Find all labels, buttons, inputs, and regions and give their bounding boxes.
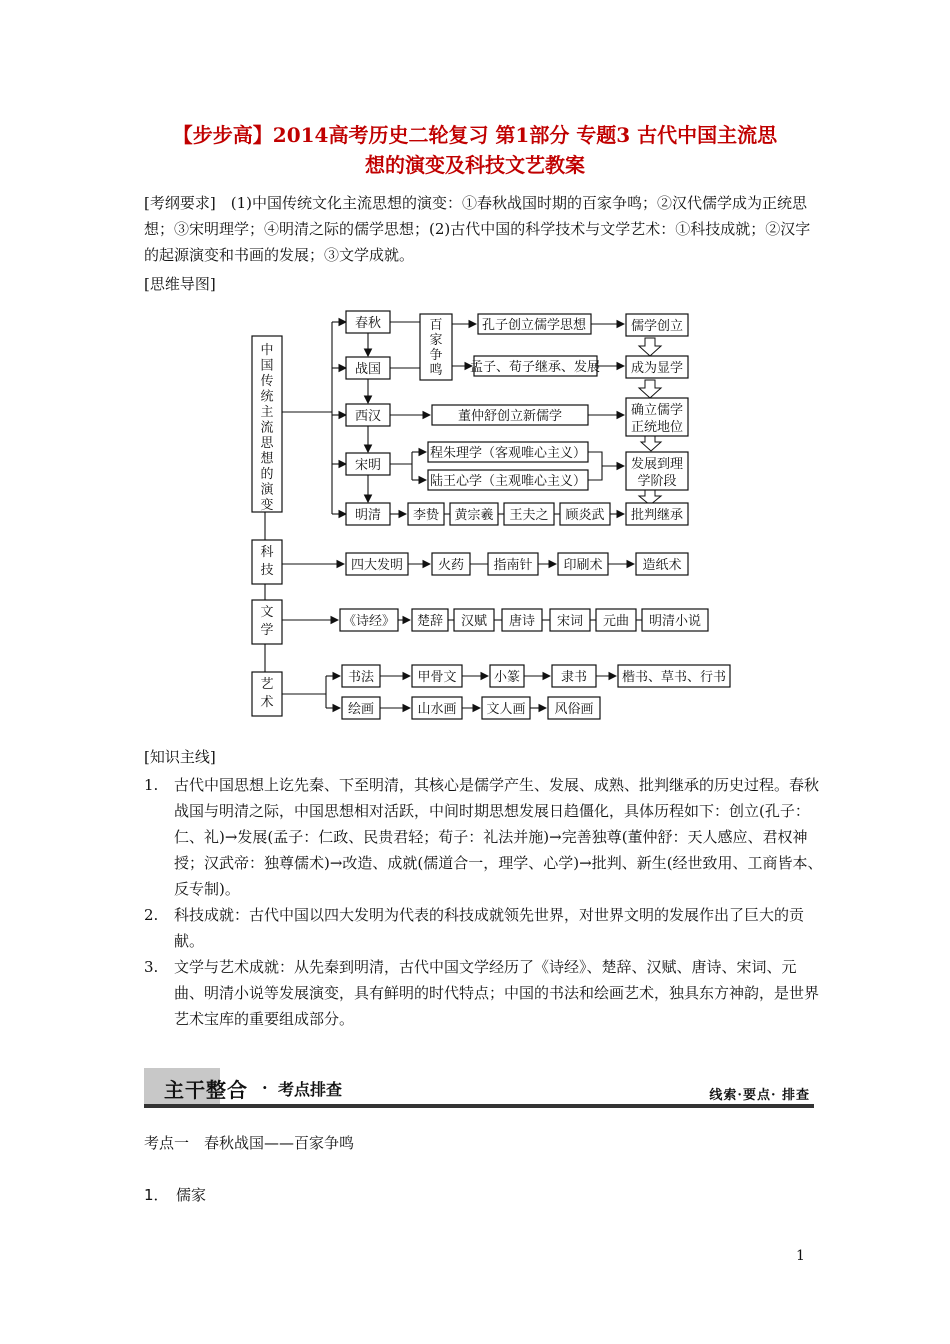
thinker-box [560, 503, 610, 525]
huihua-item [342, 697, 380, 719]
section-banner [144, 1068, 814, 1110]
keji-text: 科技 [260, 545, 274, 578]
huihua-item [548, 697, 600, 719]
stage-box [626, 503, 688, 525]
banner-right-text: 线索·要点· 排查 [709, 1088, 810, 1103]
svg-text:西汉: 西汉 [354, 409, 382, 424]
requirements-paragraph [144, 190, 816, 268]
knowledge-list [144, 772, 824, 1032]
svg-text:孟子、荀子继承、发展: 孟子、荀子继承、发展 [469, 360, 601, 375]
svg-text:黄宗羲: 黄宗羲 [454, 508, 494, 523]
svg-text:楷书、草书、行书: 楷书、草书、行书 [621, 670, 727, 685]
svg-text:批判继承: 批判继承 [630, 508, 684, 523]
wenxue-item [550, 609, 590, 631]
wenxue-item [454, 609, 494, 631]
keji-item [488, 553, 538, 575]
period-mingqing [346, 503, 390, 525]
svg-text:确立儒学正统地位: 确立儒学正统地位 [630, 403, 684, 435]
page-number: 1 [796, 1248, 805, 1264]
svg-text:绘画: 绘画 [347, 702, 375, 717]
svg-text:汉赋: 汉赋 [460, 614, 488, 629]
stage-box [626, 314, 688, 336]
svg-text:四大发明: 四大发明 [350, 558, 404, 573]
dong-box [432, 405, 588, 425]
stage-box [626, 398, 688, 436]
kongzi-box [478, 314, 591, 334]
stage-box [626, 356, 688, 378]
keji-item [636, 553, 688, 575]
list-item: 3. 文学与艺术成就：从先秦到明清，古代中国文学经历了《诗经》、楚辞、汉赋、唐诗、宋词、元曲、明清小说等发展演变，具有鲜明的时代特点；中国的书法和绘画艺术，独具东方神韵，是世界艺术宝库的重要组成部分。 [144, 958, 820, 1028]
shufa-item [412, 665, 462, 687]
huihua-item [412, 697, 462, 719]
keji-item [432, 553, 470, 575]
svg-text:明清小说: 明清小说 [648, 614, 702, 629]
huihua-item [482, 697, 530, 719]
svg-text:甲骨文: 甲骨文 [417, 670, 457, 685]
svg-text:儒学创立: 儒学创立 [630, 319, 684, 334]
svg-text:发展到理学阶段: 发展到理学阶段 [630, 457, 684, 489]
svg-text:成为显学: 成为显学 [630, 361, 684, 376]
period-songming [346, 453, 390, 475]
mind-map-diagram [240, 302, 740, 722]
title-line-2: 想的演变及科技文艺教案 [365, 153, 585, 177]
requirements-label: [考纲要求] [144, 194, 216, 212]
svg-text:元曲: 元曲 [602, 614, 630, 629]
svg-text:文人画: 文人画 [486, 702, 526, 717]
baijia-text: 百家争鸣 [429, 318, 443, 378]
period-zhanguo [346, 357, 390, 379]
wenxue-item [412, 609, 448, 631]
knowledge-label: [知识主线] [144, 748, 216, 766]
stage-box [626, 452, 688, 490]
keji-item [346, 553, 408, 575]
svg-text:董仲舒创立新儒学: 董仲舒创立新儒学 [457, 409, 563, 424]
keji-item [558, 553, 608, 575]
wenxue-item [340, 609, 398, 631]
shufa-item [490, 665, 524, 687]
chengzhu-box [428, 442, 588, 462]
kaodian-heading: 考点一 春秋战国——百家争鸣 [144, 1134, 355, 1152]
svg-text:小篆: 小篆 [493, 670, 521, 685]
wenxue-item [642, 609, 708, 631]
wenxue-text: 文学 [260, 605, 274, 638]
period-chunqiu [346, 311, 390, 333]
document-title [140, 120, 810, 180]
banner-main-title: 主干整合 [164, 1078, 248, 1102]
svg-text:山水画: 山水画 [417, 702, 457, 717]
svg-text:春秋: 春秋 [354, 316, 382, 331]
svg-text:书法: 书法 [347, 670, 375, 685]
thinker-box [408, 503, 444, 525]
mengxun-box [470, 356, 600, 376]
thinker-box [450, 503, 498, 525]
luwang-box [428, 470, 588, 490]
thinker-box [504, 503, 554, 525]
svg-text:楚辞: 楚辞 [416, 614, 444, 629]
svg-text:陆王心学（主观唯心主义）: 陆王心学（主观唯心主义） [429, 474, 587, 489]
wenxue-item [502, 609, 542, 631]
period-xihan [346, 404, 390, 426]
shufa-item [618, 665, 730, 687]
svg-text:程朱理学（客观唯心主义）: 程朱理学（客观唯心主义） [429, 446, 587, 461]
title-line-1: 【步步高】2014高考历史二轮复习 第1部分 专题3 古代中国主流思 [172, 123, 778, 147]
svg-text:火药: 火药 [437, 558, 465, 573]
requirements-text: (1)中国传统文化主流思想的演变：①春秋战国时期的百家争鸣；②汉代儒学成为正统思想；③宋明理学；④明清之际的儒学思想；(2)古代中国的科学技术与文学艺术：①科技成就；②汉字的起源演变和书画的发展；③文学成就。 [144, 194, 811, 264]
shufa-item [552, 665, 596, 687]
svg-text:宋词: 宋词 [556, 614, 584, 629]
main-topic-text: 中国传统主流思想的演变 [260, 343, 274, 513]
shufa-item [342, 665, 380, 687]
svg-text:孔子创立儒学思想: 孔子创立儒学思想 [481, 318, 587, 333]
yishu-text: 艺术 [260, 677, 274, 710]
wenxue-item [596, 609, 636, 631]
banner-subtitle: 考点排查 [278, 1080, 343, 1099]
svg-text:明清: 明清 [354, 508, 382, 523]
mindmap-label: [思维导图] [144, 275, 216, 293]
svg-text:战国: 战国 [354, 362, 382, 377]
svg-text:王夫之: 王夫之 [509, 508, 549, 523]
svg-text:唐诗: 唐诗 [508, 614, 536, 629]
banner-underline [144, 1104, 814, 1108]
svg-text:《诗经》: 《诗经》 [342, 614, 396, 629]
svg-text:李贽: 李贽 [412, 508, 440, 523]
svg-text:印刷术: 印刷术 [563, 558, 603, 573]
list-item: 2. 科技成就：古代中国以四大发明为代表的科技成就领先世界，对世界文明的发展作出了巨大的贡献。 [144, 906, 805, 950]
list-item: 1. 古代中国思想上讫先秦、下至明清，其核心是儒学产生、发展、成熟、批判继承的历史过程。春秋战国与明清之际，中国思想相对活跃，中间时期思想发展日趋僵化，具体历程如下：创立(孔子：仁、礼)→发展(孟子：仁政、民贵君轻；荀子：礼法并施)→完善独尊(董仲舒：天人感应、君权神授；汉武帝：独尊儒术)→改造、成就(儒道合一，理学、心学)→批判、新生(经世致用、工商皆本、反专制)。 [144, 776, 823, 898]
svg-text:顾炎武: 顾炎武 [565, 508, 605, 523]
svg-text:风俗画: 风俗画 [554, 702, 594, 717]
svg-text:造纸术: 造纸术 [642, 558, 682, 573]
svg-text:隶书: 隶书 [560, 670, 588, 685]
svg-text:宋明: 宋明 [354, 458, 382, 473]
subheading-rujia: 1． 儒家 [144, 1186, 207, 1204]
svg-text:指南针: 指南针 [493, 558, 533, 573]
banner-dot: · [262, 1078, 268, 1097]
